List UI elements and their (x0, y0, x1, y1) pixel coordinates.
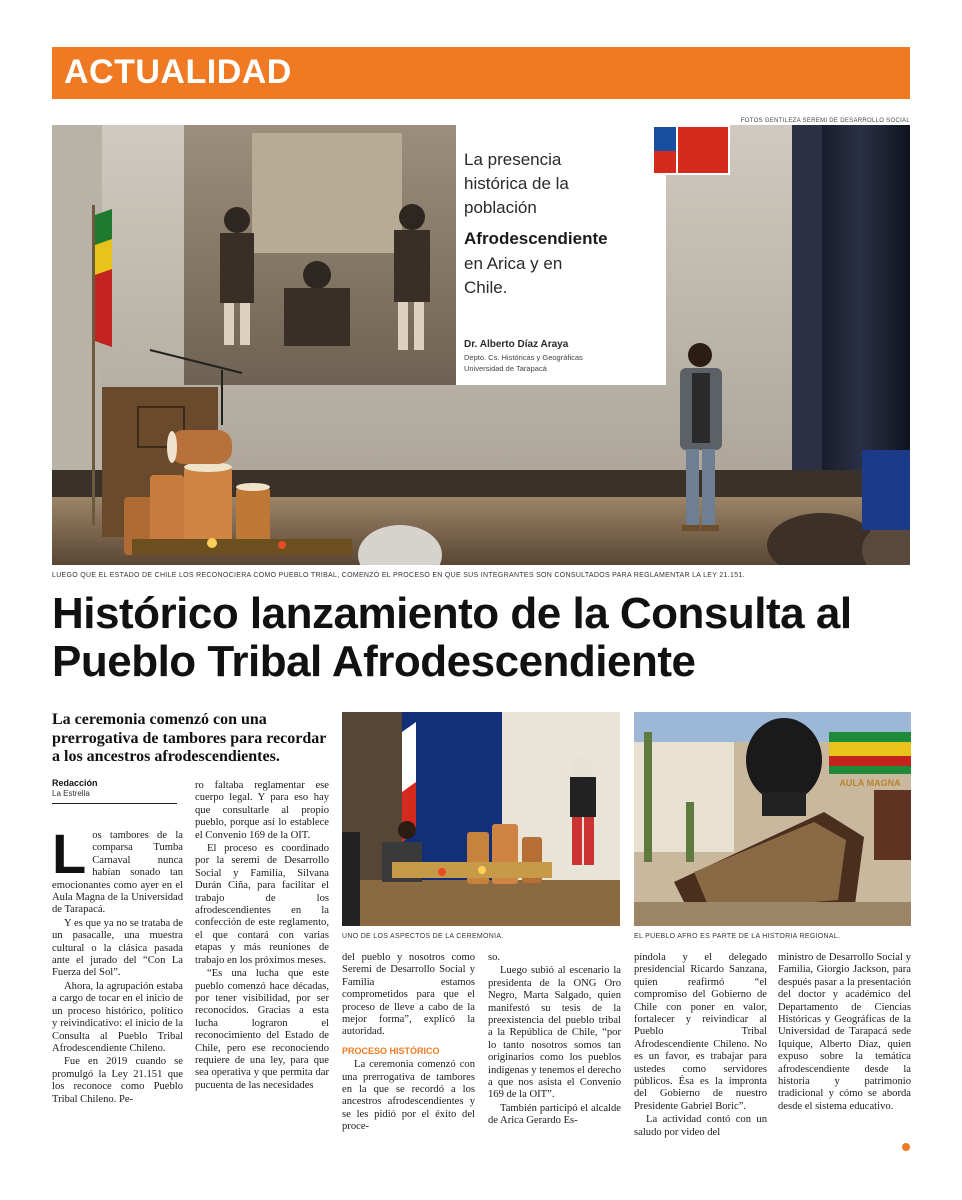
paragraph: “Es una lucha que este pueblo comenzó hace décadas, por tener visibilidad, por ser reconocidos. Gracias a esta lucha lograron el reconocimiento del Estado de Chile, pero ese reconociendo requiere de una ley, para que sea operativa y que permita dar pucuenta de las necesidades (195, 968, 329, 1091)
byline-outlet: La Estrella (52, 789, 90, 798)
paragraph (52, 822, 183, 917)
article-column-1 (52, 822, 183, 1107)
article-column-5 (634, 952, 767, 1140)
paragraph: La ceremonia comenzó con una prerrogativa de tambores en la que se recordó a los ancestros afrodescendientes y se les pidió por el éxito del proce- (342, 1059, 475, 1133)
ceremony-photo-caption: UNO DE LOS ASPECTOS DE LA CEREMONIA. (342, 933, 504, 940)
paragraph: ro faltaba reglamentar ese cuerpo legal. Y para eso hay que consultarle al propio pueblo, porque así lo establece el Convenio 169 de la OIT. (195, 780, 329, 841)
main-photo (52, 125, 910, 565)
headline (52, 590, 912, 686)
section-title: ACTUALIDAD (64, 53, 292, 91)
slide-line-5: en Arica y en (464, 254, 563, 273)
paragraph: El proceso es coordinado por la seremi de Desarrollo Social y Familia, Silvana Durán Ciña, para facilitar el trabajo de los afrodescendientes en la confección de este reglamento, el que contará con varias etapas y más reuniones de trabajo en los próximos meses. (195, 843, 329, 966)
paragraph: Ahora, la agrupación estaba a cargo de tocar en el inicio de un proceso histórico, político y reivindicativo: el inicio de la Consulta al Pueblo Tribal Afrodescendiente Chileno. (52, 980, 183, 1054)
paragraph: so. (488, 952, 501, 963)
monument-photo-caption: EL PUEBLO AFRO ES PARTE DE LA HISTORIA REGIONAL. (634, 933, 841, 940)
ceremony-photo-scene (342, 712, 620, 926)
slide-univ: Universidad de Tarapacá (464, 364, 547, 373)
paragraph: del pueblo y nosotros como Seremi de Desarrollo Social y Familia estamos comprometidos para que el proceso de lleve a cabo de la mejor forma”, explicó la autoridad. (342, 952, 475, 1038)
slide-author: Dr. Alberto Díaz Araya (464, 339, 569, 350)
slide-line-6: Chile. (464, 278, 508, 297)
paragraph: La actividad contó con un saludo por video del (634, 1114, 767, 1138)
main-photo-scene (52, 125, 910, 565)
slide-line-1: La presencia (464, 150, 562, 169)
standfirst: La ceremonia comenzó con una prerrogativa de tambores para recordar a los ancestros afrodescendientes. (52, 711, 327, 765)
paragraph: píndola y el delegado presidencial Ricardo Sanzana, quien reafirmó “el compromiso del Gobierno de Chile con poner en valor, fortalecer y reivindicar al Pueblo Tribal Afrodescendiente Chileno. No es un favor, es trabajar para ustedes como servidores públicos. Ésa es la impronta del Gobierno de nuestro Presidente Gabriel Boric”. (634, 952, 767, 1112)
article-column-6 (778, 952, 911, 1114)
slide-line-3: población (464, 198, 537, 217)
paragraph: Y es que ya no se trataba de un pasacalle, una muestra cultural o la clásica pasada ante el jurado del “Con La Fuerza del Sol”. (52, 917, 183, 979)
slide-line-2: histórica de la (464, 174, 569, 193)
paragraph: También participó el alcalde de Arica Gerardo Es- (488, 1102, 621, 1127)
paragraph: Luego subió al escenario la presidenta de la ONG Oro Negro, Marta Salgado, quien manifestó su tesis de la preexistencia del pueblo tribal a la República de Chile, “por lo tanto nosotros somos tan originarios como los pueblos indígenas y tenemos el derecho a que nos asista el Convenio 169 de la OIT”. (488, 965, 621, 1101)
paragraph: ministro de Desarrollo Social y Familia, Giorgio Jackson, para después pasar a la presentación del doctor y académico del Departamento de Ciencias Históricas y Geográficas de la Universidad de Tarapacá sede Iquique, Alberto Díaz, quien expuso sobre la temática afrodescendiente desde la historia y patrimonio tradicional y cómo se aborda desde el sistema educativo. (778, 952, 911, 1112)
article-column-4 (488, 952, 621, 1129)
monument-photo (634, 712, 911, 926)
photo-credit: FOTOS GENTILEZA SEREMI DE DESARROLLO SOCIAL (740, 118, 910, 124)
article-column-3 (342, 952, 475, 1135)
byline-divider (52, 803, 177, 804)
paragraph-text: os tambores de la comparsa Tumba Carnaval nunca habían sonado tan emocionantes como ayer en el Aula Magna de la Universidad de Tarapacá. (52, 830, 183, 916)
drop-cap: L (52, 822, 87, 885)
monument-photo-scene (634, 712, 911, 926)
paragraph: Fue en 2019 cuando se promulgó la Ley 21.151 que los reconoce como Pueblo Tribal Chileno. Pe- (52, 1056, 183, 1105)
slide-dept: Depto. Cs. Históricas y Geográficas (464, 353, 583, 362)
slide-bold: Afrodescendiente (464, 229, 608, 248)
headline-line-2: Pueblo Tribal Afrodescendiente (52, 637, 696, 686)
aula-magna-sign: AULA MAGNA (839, 778, 901, 788)
subheading: PROCESO HISTÓRICO (342, 1045, 440, 1056)
article-column-2 (195, 780, 329, 1093)
section-header (52, 47, 910, 99)
headline-line-1: Histórico lanzamiento de la Consulta al (52, 589, 852, 638)
end-of-article-icon (902, 1143, 910, 1151)
ceremony-photo (342, 712, 620, 926)
byline-author: Redacción (52, 778, 98, 788)
main-photo-caption: LUEGO QUE EL ESTADO DE CHILE LOS RECONOCIERA COMO PUEBLO TRIBAL, COMENZÓ EL PROCESO EN QUE SUS INTEGRANTES SON CONSULTADOS PARA REGLAMENTAR LA LEY 21.151. (52, 572, 745, 579)
